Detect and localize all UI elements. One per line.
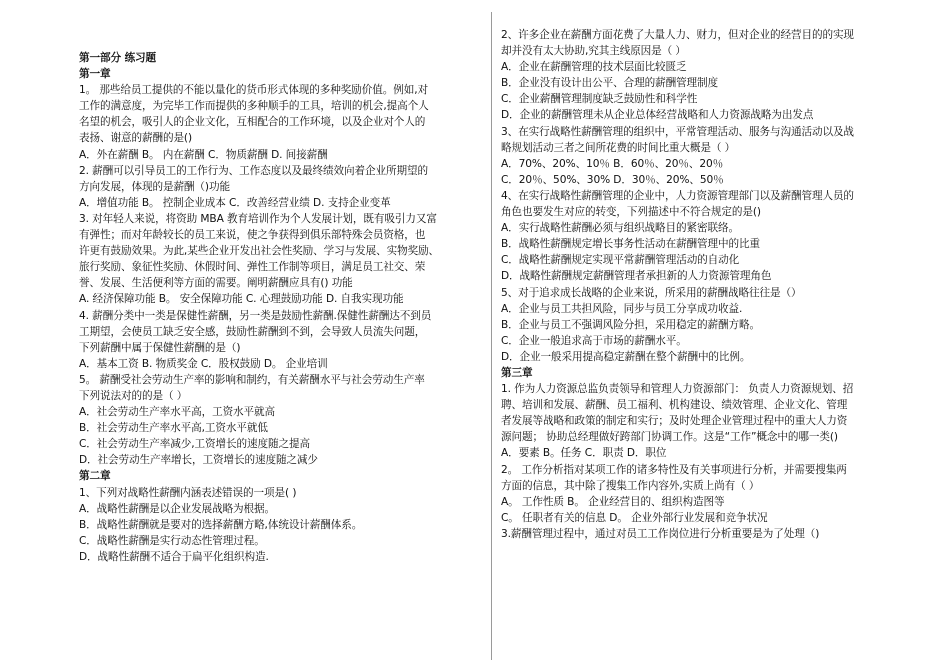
- text-line: A．增值功能 B。 控制企业成本 C．改善经营业绩 D. 支持企业变革: [79, 196, 391, 209]
- text-line: D．企业一般采用提高稳定薪酬在整个薪酬中的比例。: [501, 350, 751, 363]
- text-line: A．要素 B。任务 C．职责 D．职位: [501, 447, 667, 460]
- text-line: B．战略性薪酬规定增长事务性活动在薪酬管理中的比重: [501, 238, 761, 251]
- text-line: 角色也要发生对应的转变，下列描述中不符合规定的是(): [501, 206, 761, 219]
- text-line: 誉、发展、生活便利等方面的需要。阐明薪酬应具有() 功能: [79, 277, 353, 290]
- left-column: [79, 0, 489, 672]
- text-line: D．社会劳动生产率增长，工资增长的速度随之减少: [79, 454, 318, 467]
- text-line: C．战略性薪酬规定实现平常薪酬管理活动的自动化: [501, 254, 740, 267]
- text-line: B．企业没有设计出公平、合理的薪酬管理制度: [501, 77, 719, 90]
- text-line: 3、在实行战略性薪酬管理的组织中，平常管理活动、服务与沟通活动以及战: [501, 125, 854, 138]
- section-heading: 第一章: [79, 68, 111, 81]
- text-line: A．社会劳动生产率水平高，工资水平就高: [79, 406, 276, 419]
- text-line: A．基本工资 B. 物质奖金 C．股权鼓励 D。 企业培训: [79, 357, 328, 370]
- text-line: 表扬、谢意的薪酬的是(): [79, 132, 193, 145]
- text-line: C．20％、50%、30% D．30％、20%、50％: [501, 173, 724, 186]
- section-heading: 第三章: [501, 366, 533, 379]
- text-line: 2。 工作分析指对某项工作的诸多特性及有关事项进行分析，并需要搜集两: [501, 463, 847, 476]
- text-line: 者发展等战略和政策的制定和实行；及时处理企业管理过程中的重大人力资: [501, 415, 848, 428]
- text-line: C。 任职者有关的信息 D。 企业外部行业发展和竞争状况: [501, 511, 768, 524]
- text-line: 1。 那些给员工提供的不能以量化的货币形式体现的多种奖励价值。例如,对: [79, 84, 428, 97]
- text-line: B．战略性薪酬就是要对的选择薪酬方略,体统设计薪酬体系。: [79, 518, 363, 531]
- text-line: 聘、培训和发展、薪酬、员工福利、机构建设、绩效管理、企业文化、管理: [501, 399, 848, 412]
- text-line: 有弹性；而对年龄较长的员工来说，使之争获得到俱乐部特殊会员资格，也: [79, 229, 426, 242]
- text-line: A．企业与员工共担风险，同步与员工分享成功收益.: [501, 302, 743, 315]
- text-line: 1. 作为人力资源总监负责领导和管理人力资源部门： 负责人力资源规划、招: [501, 383, 854, 396]
- section-heading: 第一部分 练习题: [79, 52, 157, 64]
- text-line: 略规划活动三者之间所花费的时间比重大概是（ ）: [501, 141, 736, 154]
- text-line: 名望的机会，吸引人的企业文化，互相配合的工作环境，以及企业对个人的: [79, 116, 426, 129]
- text-line: A．战略性薪酬是以企业发展战略为根据。: [79, 502, 276, 515]
- text-line: C．战略性薪酬是实行动态性管理过程。: [79, 534, 265, 547]
- text-line: 4. 薪酬分类中一类是保健性薪酬，另一类是鼓励性薪酬.保健性薪酬达不到员: [79, 309, 432, 322]
- text-line: A．70%、20%、10％ B．60％、20％、20％: [501, 157, 724, 170]
- text-line: 1、下列对战略性薪酬内涵表述错误的一项是( ): [79, 486, 297, 499]
- text-line: 旅行奖励、象征性奖励、休假时间、弹性工作制等项目，满足员工社交、荣: [79, 261, 426, 274]
- section-heading: 第二章: [79, 470, 111, 483]
- column-divider: [491, 12, 492, 660]
- text-line: B．企业与员工不强调风险分担，采用稳定的薪酬方略。: [501, 318, 761, 331]
- text-line: 4、在实行战略性薪酬管理的企业中，人力资源管理部门以及薪酬管理人员的: [501, 189, 854, 202]
- text-line: 方面的信息，其中除了搜集工作内容外,实质上尚有（ ）: [501, 479, 760, 492]
- text-line: 2、许多企业在薪酬方面花费了大量人力、财力，但对企业的经营目的的实现: [501, 29, 854, 41]
- text-line: A. 经济保障功能 B。 安全保障功能 C. 心理鼓励功能 D. 自我实现功能: [79, 293, 404, 306]
- text-line: 却并没有太大协助,究其主线原因是（ ）: [501, 45, 686, 58]
- text-line: D．战略性薪酬规定薪酬管理者承担新的人力资源管理角色: [501, 270, 772, 283]
- text-line: A．企业在薪酬管理的技术层面比较匮乏: [501, 61, 687, 74]
- text-line: 工期望，会使员工缺乏安全感，鼓励性薪酬到不到，会导致人员流失问题，: [79, 325, 426, 338]
- text-line: 3.薪酬管理过程中，通过对员工工作岗位进行分析重要是为了处理（): [501, 527, 820, 540]
- text-line: 2. 薪酬可以引导员工的工作行为、工作态度以及最终绩效向着企业所期望的: [79, 164, 428, 177]
- text-line: 工作的满意度，为完毕工作而提供的多种顺手的工具，培训的机会,提高个人: [79, 100, 429, 113]
- text-line: C．社会劳动生产率减少,工资增长的速度随之提高: [79, 438, 310, 451]
- text-line: 5。 薪酬受社会劳动生产率的影响和制约，有关薪酬水平与社会劳动生产率: [79, 373, 425, 386]
- text-line: 下列说法对的的是（ ）: [79, 389, 188, 402]
- text-line: 3. 对年轻人来说，将资助 MBA 教育培训作为个人发展计划，既有吸引力又富: [79, 212, 437, 225]
- text-line: A。 工作性质 B。 企业经营目的、组织构造图等: [501, 495, 725, 508]
- text-line: D．战略性薪酬不适合于扁平化组织构造.: [79, 550, 269, 563]
- text-line: C．企业一般追求高于市场的薪酬水平。: [501, 334, 687, 347]
- text-line: 许更有鼓励效果。为此,某些企业开发出社会性奖励、学习与发展、实物奖励、: [79, 245, 440, 258]
- text-line: B．社会劳动生产率水平高,工资水平就低: [79, 422, 268, 435]
- text-line: 下列薪酬中属于保健性薪酬的是（): [79, 341, 241, 354]
- text-line: 5、对于追求成长战略的企业来说，所采用的薪酬战略往往是（）: [501, 286, 802, 299]
- text-line: A．外在薪酬 B。 内在薪酬 C．物质薪酬 D. 间接薪酬: [79, 148, 328, 161]
- text-line: 源问题； 协助总经理做好跨部门协调工作。这是“工作”概念中的哪一类(): [501, 431, 838, 444]
- text-line: A．实行战略性薪酬必须与组织战略目的紧密联络。: [501, 222, 740, 235]
- text-line: 方向发展，体现的是薪酬（)功能: [79, 180, 230, 193]
- text-line: D．企业的薪酬管理未从企业总体经营战略和人力资源战略为出发点: [501, 109, 814, 122]
- text-line: C．企业薪酬管理制度缺乏鼓励性和科学性: [501, 93, 698, 106]
- right-column: [501, 0, 913, 672]
